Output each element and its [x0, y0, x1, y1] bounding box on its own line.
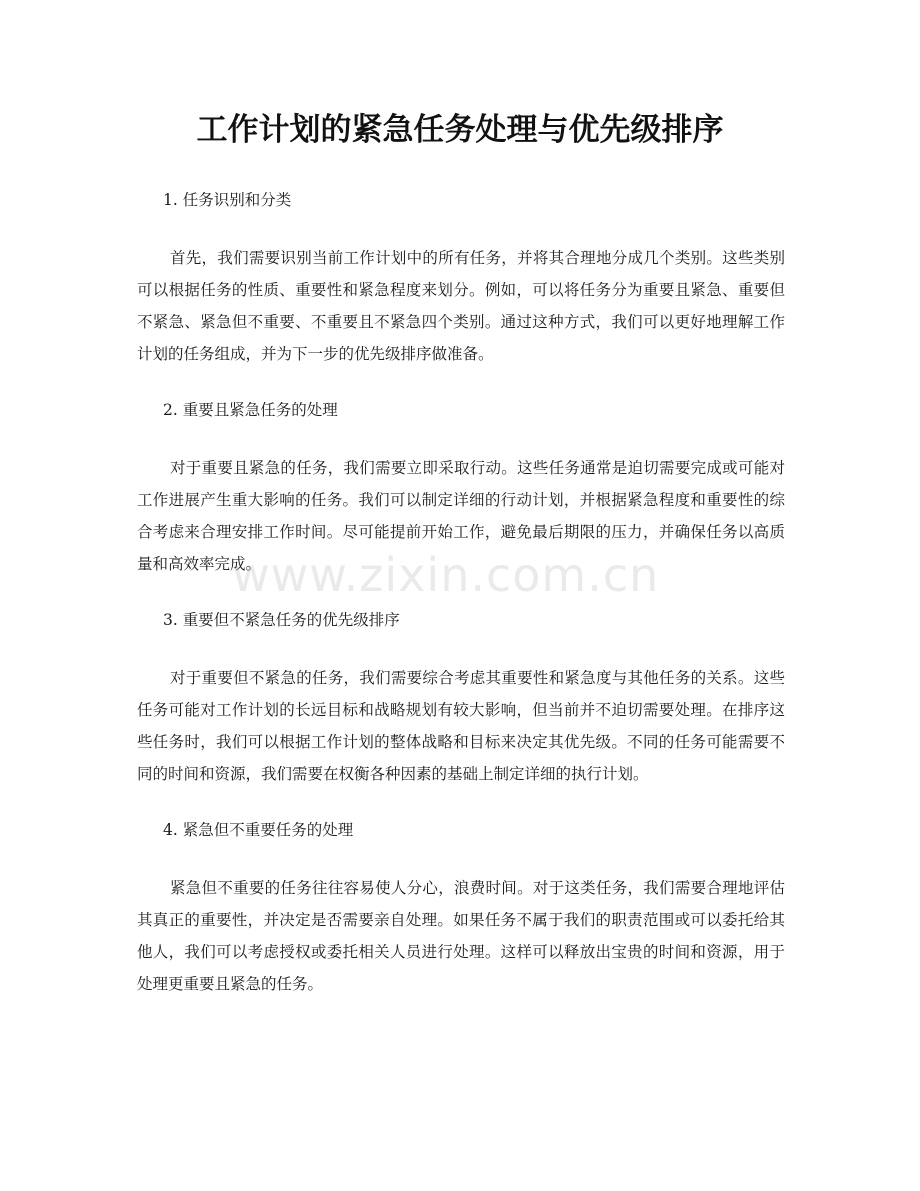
section-body-4: 紧急但不重要的任务往往容易使人分心，浪费时间。对于这类任务，我们需要合理地评估其真正的重要性，并决定是否需要亲自处理。如果任务不属于我们的职责范围或可以委托给其他人，我们可以考虑授权或委托相关人员进行处理。这样可以释放出宝贵的时间和资源，用于处理更重要且紧急的任务。 [137, 879, 785, 993]
document-body [137, 184, 785, 1000]
section-body-3: 对于重要但不紧急的任务，我们需要综合考虑其重要性和紧急度与其他任务的关系。这些任务可能对工作计划的长远目标和战略规划有较大影响，但当前并不迫切需要处理。在排序这些任务时，我们可以根据工作计划的整体战略和目标来决定其优先级。不同的任务可能需要不同的时间和资源，我们需要在权衡各种因素的基础上制定详细的执行计划。 [137, 669, 785, 783]
section-heading-4: 4. 紧急但不重要任务的处理 [163, 821, 354, 839]
section-heading-2: 2. 重要且紧急任务的处理 [163, 401, 338, 419]
section-body-1: 首先，我们需要识别当前工作计划中的所有任务，并将其合理地分成几个类别。这些类别可以根据任务的性质、重要性和紧急程度来划分。例如，可以将任务分为重要且紧急、重要但不紧急、紧急但不重要、不重要且不紧急四个类别。通过这种方式，我们可以更好地理解工作计划的任务组成，并为下一步的优先级排序做准备。 [137, 249, 785, 363]
watermark: www.zixin.com.cn [232, 548, 660, 602]
page-title: 工作计划的紧急任务处理与优先级排序 [196, 112, 724, 148]
section-heading-1: 1. 任务识别和分类 [163, 191, 292, 209]
section-body-2: 对于重要且紧急的任务，我们需要立即采取行动。这些任务通常是迫切需要完成或可能对工作进展产生重大影响的任务。我们可以制定详细的行动计划，并根据紧急程度和重要性的综合考虑来合理安排工作时间。尽可能提前开始工作，避免最后期限的压力，并确保任务以高质量和高效率完成。 [137, 459, 785, 573]
section-heading-3: 3. 重要但不紧急任务的优先级排序 [163, 611, 400, 629]
